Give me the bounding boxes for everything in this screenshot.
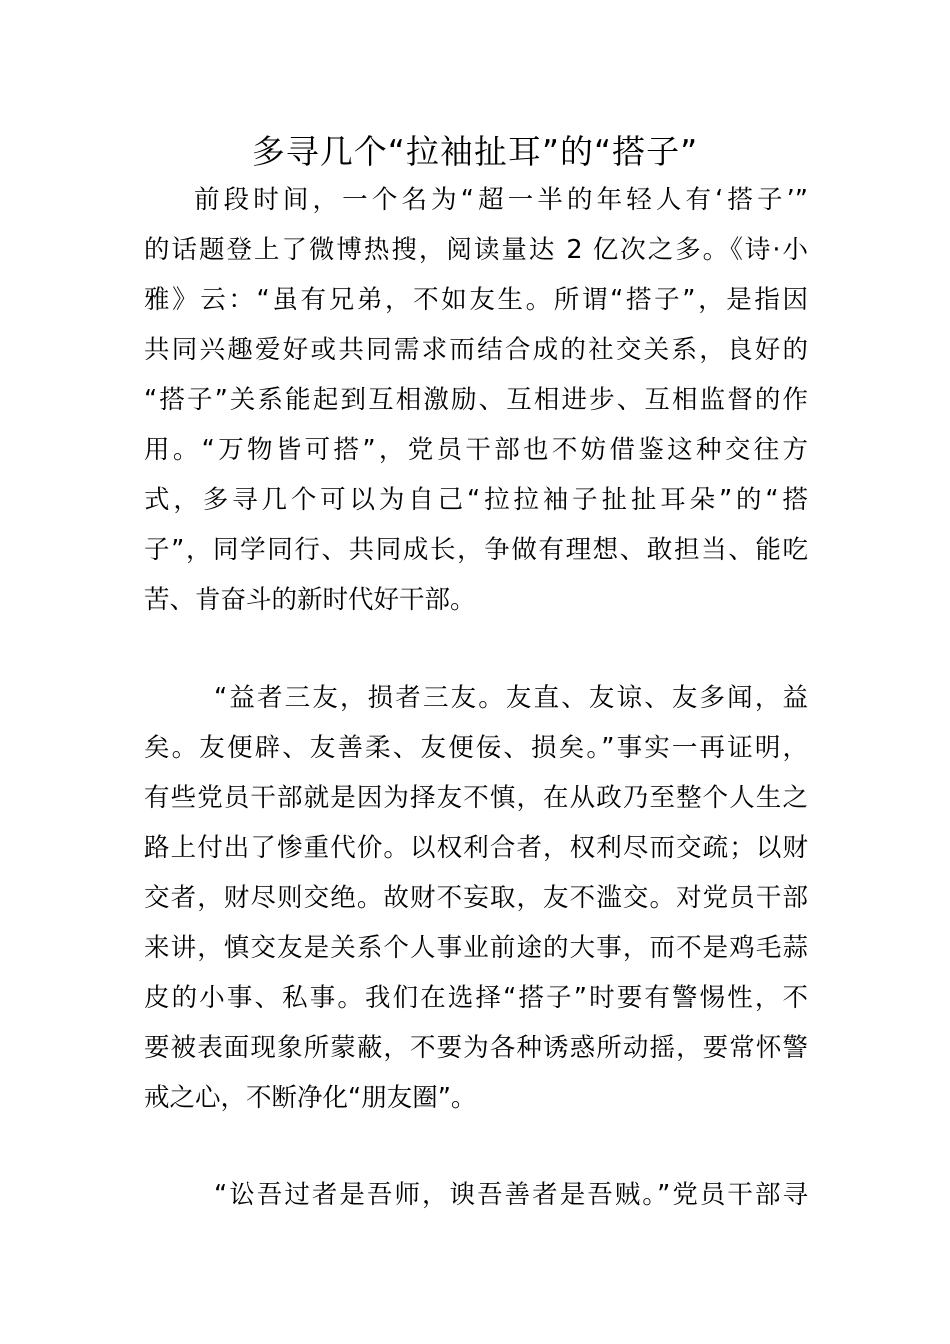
paragraph-line: 有些党员干部就是因为择友不慎，在从政乃至整个人生之 [144, 783, 808, 813]
paragraph-line: 路上付出了惨重代价。以权利合者，权利尽而交疏；以财 [144, 833, 808, 863]
paragraph-line: 矣。友便辟、友善柔、友便佞、损矣。”事实一再证明， [144, 733, 808, 763]
paragraph-line: “讼吾过者是吾师，谀吾善者是吾贼。”党员干部寻 [214, 1180, 808, 1210]
paragraph-line: 共同兴趣爱好或共同需求而结合成的社交关系，良好的 [144, 335, 808, 365]
paragraph-line: 戒之心，不断净化“朋友圈”。 [144, 1083, 477, 1113]
paragraph-line: 要被表面现象所蒙蔽，不要为各种诱惑所动摇，要常怀警 [144, 1033, 808, 1063]
paragraph-line: 来讲，慎交友是关系个人事业前途的大事，而不是鸡毛蒜 [144, 933, 808, 963]
paragraph-line: 皮的小事、私事。我们在选择“搭子”时要有警惕性，不 [144, 983, 808, 1013]
document-title: 多寻几个“拉袖扯耳”的“搭子” [251, 132, 699, 171]
paragraph-line: 子”，同学同行、共同成长，争做有理想、敢担当、能吃 [144, 535, 808, 565]
paragraph-line: “益者三友，损者三友。友直、友谅、友多闻，益 [214, 683, 808, 713]
paragraph-line: 式，多寻几个可以为自己“拉拉袖子扯扯耳朵”的“搭 [144, 485, 808, 515]
paragraph-line: 的话题登上了微博热搜，阅读量达 2 亿次之多。《诗·小 [144, 235, 808, 265]
paragraph-1 [144, 175, 808, 625]
paragraph-2 [144, 673, 808, 1123]
paragraph-line: 雅》云：“虽有兄弟，不如友生。所谓“搭子”，是指因 [144, 285, 808, 315]
paragraph-line: 交者，财尽则交绝。故财不妄取，友不滥交。对党员干部 [144, 883, 808, 913]
paragraph-3 [144, 1170, 808, 1220]
paragraph-line: “搭子”关系能起到互相激励、互相进步、互相监督的作 [144, 385, 808, 415]
paragraph-line: 用。“万物皆可搭”，党员干部也不妨借鉴这种交往方 [144, 435, 808, 465]
paragraph-line: 前段时间，一个名为“超一半的年轻人有‘搭子’” [194, 185, 808, 215]
paragraph-line: 苦、肯奋斗的新时代好干部。 [144, 585, 476, 615]
